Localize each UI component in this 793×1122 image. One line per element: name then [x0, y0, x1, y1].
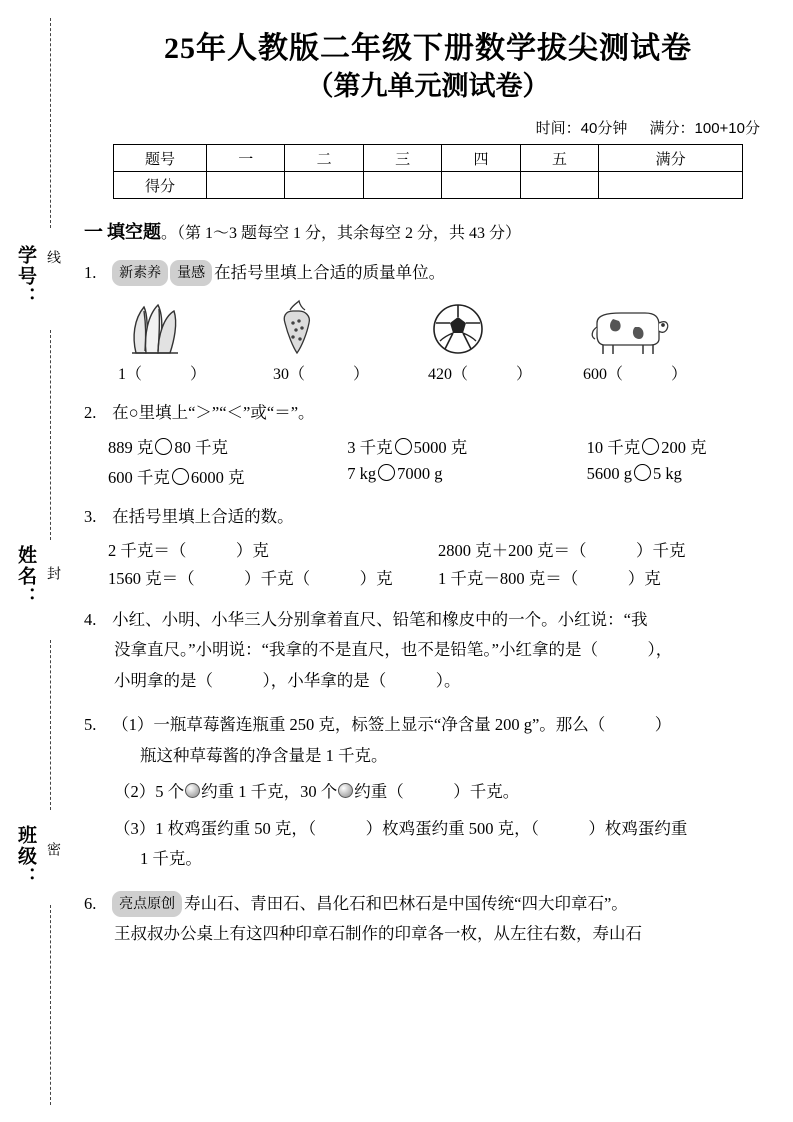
- picture-cell-soccer: [428, 295, 583, 384]
- compare-right: 200 克: [661, 438, 707, 458]
- section-number: 一: [84, 222, 104, 244]
- section-note: 。（第 1～3 题每空 1 分，其余每空 2 分，共 43 分）: [161, 225, 522, 243]
- page-subtitle: （第九单元测试卷）: [306, 70, 550, 101]
- question-5-sub-1-line-1[interactable]: （1）一瓶草莓酱连瓶重 250 克，标签上显示“净含量 200 g”。那么（ ）: [112, 715, 672, 735]
- question-2-row-2: [108, 464, 778, 488]
- score-cell[interactable]: [363, 172, 441, 199]
- question-2-text: 在○里填上“＞”“＜”或“＝”。: [112, 402, 315, 422]
- tag-new-literacy: 新素养: [112, 260, 168, 286]
- dashed-line-4: [50, 905, 51, 1105]
- label-seal: 封: [46, 566, 62, 582]
- compare-right: 7000 g: [397, 464, 443, 484]
- question-4-line-3[interactable]: 小明拿的是（ ），小华拿的是（ ）。: [114, 670, 461, 690]
- question-6-index: 6.: [84, 893, 97, 913]
- question-3-line-2-left[interactable]: 1560 克＝（ ）千克（ ）克: [108, 568, 393, 588]
- compare-left: 10 千克: [586, 438, 641, 458]
- score-table-header-1: 一: [207, 145, 285, 172]
- question-1-item-0: 1（ ）: [118, 365, 207, 383]
- exam-full-score: 满分：100+10分: [649, 120, 760, 138]
- question-2-index: 2.: [84, 402, 97, 422]
- section-heading: [84, 217, 778, 244]
- question-4-line-1: 小红、小明、小华三人分别拿着直尺、铅笔和橡皮中的一个。小红说：“我: [112, 609, 648, 629]
- label-name: 姓名：: [15, 545, 36, 608]
- question-5-sub-3-line-1[interactable]: （3）1 枚鸡蛋约重 50 克，（ ）枚鸡蛋约重 500 克，（ ）枚鸡蛋约重: [114, 818, 688, 838]
- score-table-header-3: 三: [363, 145, 441, 172]
- score-table-header-6: 满分: [599, 145, 743, 172]
- compare-circle[interactable]: [155, 438, 172, 455]
- score-table-header-5: 五: [520, 145, 598, 172]
- question-3-line-1-right[interactable]: 2800 克＋200 克＝（ ）千克: [438, 540, 686, 560]
- label-line: 线: [46, 250, 62, 266]
- picture-cell-vegetable: [118, 295, 273, 384]
- label-secret: 密: [46, 842, 62, 858]
- question-2: [84, 398, 778, 429]
- compare-circle[interactable]: [172, 468, 189, 485]
- question-3-text: 在括号里填上合适的数。: [112, 507, 294, 527]
- compare-expression: [587, 434, 778, 458]
- compare-expression: [108, 464, 347, 488]
- score-table: [113, 144, 743, 199]
- score-table-row-label: 得分: [114, 172, 207, 199]
- question-2-row-1: [108, 434, 778, 458]
- strawberry-icon: [273, 295, 428, 357]
- score-cell[interactable]: [442, 172, 520, 199]
- compare-right: 5000 克: [413, 438, 468, 458]
- dashed-line-2: [50, 330, 51, 540]
- compare-right: 6000 克: [190, 468, 245, 488]
- table-row: [114, 145, 743, 172]
- soccer-ball-icon: [428, 295, 583, 357]
- question-6-line-2: 王叔叔办公桌上有这四种印章石制作的印章各一枚，从左往右数，寿山石: [114, 924, 642, 944]
- left-margin-strip: [0, 0, 70, 1122]
- question-6: [84, 889, 778, 950]
- ball-icon: [185, 783, 200, 798]
- picture-cell-strawberry: [273, 295, 428, 384]
- question-5: [84, 710, 778, 875]
- score-table-header-2: 二: [285, 145, 363, 172]
- question-1-pictures: [118, 295, 738, 384]
- question-5-sub-1-line-2: 瓶这种草莓酱的净含量是 1 千克。: [140, 745, 388, 765]
- question-4: [84, 605, 778, 697]
- compare-circle[interactable]: [378, 464, 395, 481]
- question-3-line-1-left[interactable]: 2 千克＝（ ）克: [108, 540, 269, 560]
- question-1-item-3: 600（ ）: [583, 365, 688, 383]
- question-4-index: 4.: [84, 609, 97, 629]
- picture-cell-cow: [583, 295, 738, 384]
- compare-expression: [587, 464, 778, 488]
- compare-left: 3 千克: [347, 438, 393, 458]
- score-table-header-0: 题号: [114, 145, 207, 172]
- question-1-index: 1.: [84, 263, 97, 283]
- label-student-id: 学号：: [15, 245, 36, 308]
- question-3-line-2-right[interactable]: 1 千克－800 克＝（ ）克: [438, 568, 661, 588]
- dashed-line-3: [50, 640, 51, 810]
- compare-circle[interactable]: [642, 438, 659, 455]
- compare-left: 889 克: [108, 438, 154, 458]
- question-6-line-1: 寿山石、青田石、昌化石和巴林石是中国传统“四大印章石”。: [184, 893, 628, 913]
- compare-left: 7 kg: [347, 464, 377, 484]
- label-class: 班级：: [15, 825, 36, 888]
- compare-left: 600 千克: [108, 468, 170, 488]
- q5-sub2-part-a: （2）5 个: [114, 782, 185, 802]
- question-3-index: 3.: [84, 507, 97, 527]
- question-1-item-2: 420（ ）: [428, 365, 533, 383]
- ball-icon: [338, 783, 353, 798]
- section-name: 填空题: [107, 222, 162, 243]
- vegetable-icon: [118, 295, 273, 357]
- compare-circle[interactable]: [395, 438, 412, 455]
- score-cell[interactable]: [520, 172, 598, 199]
- question-5-index: 5.: [84, 715, 97, 735]
- q5-sub2-part-c: 约重（ ）千克。: [354, 782, 520, 802]
- compare-expression: [347, 464, 586, 488]
- score-cell[interactable]: [599, 172, 743, 199]
- tag-highlight-original: 亮点原创: [112, 891, 182, 917]
- compare-left: 5600 g: [586, 464, 632, 484]
- q5-sub2-part-b: 约重 1 千克，30 个: [201, 782, 338, 802]
- score-cell[interactable]: [285, 172, 363, 199]
- page-title: 25年人教版二年级下册数学拔尖测试卷: [164, 32, 692, 65]
- compare-right: 80 千克: [174, 438, 228, 458]
- compare-circle[interactable]: [634, 464, 651, 481]
- exam-meta: [78, 117, 778, 138]
- question-3-row-1: [108, 537, 778, 561]
- tag-quantity-sense: 量感: [170, 260, 212, 286]
- question-1-item-1: 30（ ）: [273, 365, 370, 383]
- question-5-sub-2[interactable]: [114, 777, 778, 808]
- compare-expression: [347, 434, 586, 458]
- question-3: [84, 502, 778, 533]
- compare-expression: [108, 434, 347, 458]
- score-cell[interactable]: [207, 172, 285, 199]
- question-5-sub-3-line-2: 1 千克。: [140, 849, 202, 869]
- exam-time: 时间：40分钟: [535, 120, 628, 138]
- question-3-row-2: [108, 565, 778, 589]
- table-row: [114, 172, 743, 199]
- question-1: [84, 258, 778, 289]
- question-4-line-2[interactable]: 没拿直尺。”小明说：“我拿的不是直尺，也不是铅笔。”小红拿的是（ ），: [114, 640, 673, 660]
- dashed-line-1: [50, 18, 51, 228]
- question-1-text: 在括号里填上合适的质量单位。: [214, 263, 446, 283]
- main-content: [78, 0, 778, 950]
- score-table-header-4: 四: [442, 145, 520, 172]
- compare-right: 5 kg: [652, 464, 682, 484]
- cow-icon: [583, 295, 738, 357]
